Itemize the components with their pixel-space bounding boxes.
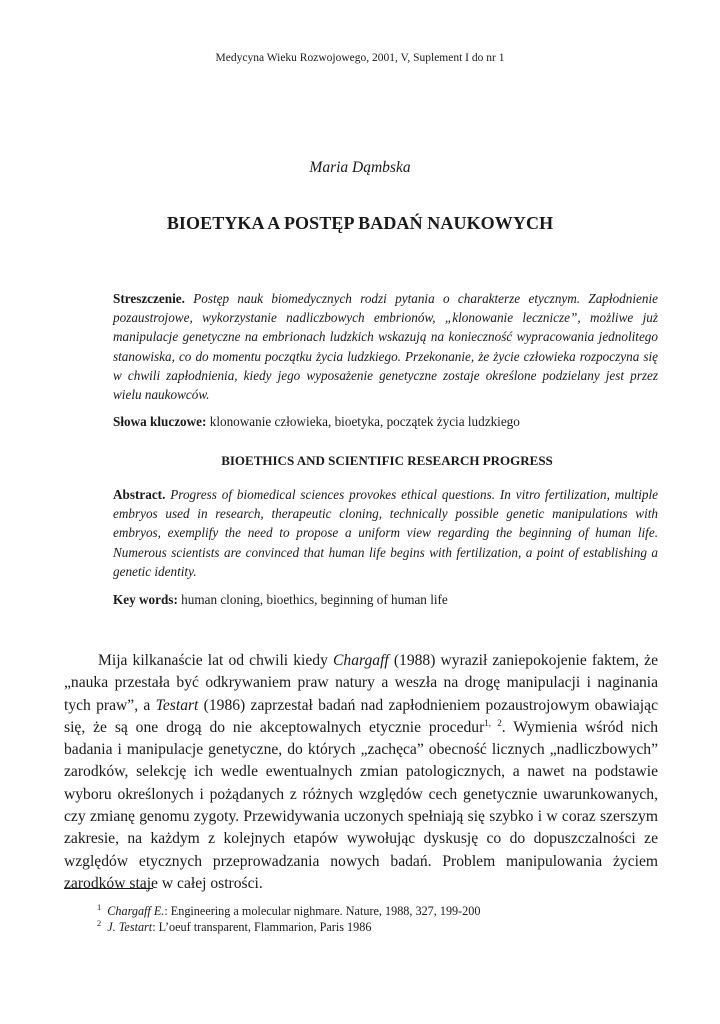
body-text-segment: (1986) zaprzestał badań nad zapłodnieniem pozaustrojowym obawiając się, że są one drogą do nie akceptowalnych etycznie procedur: [64, 696, 658, 736]
footnote-2: [97, 915, 371, 935]
polish-abstract-label: Streszczenie.: [113, 291, 185, 306]
running-head: Medycyna Wieku Rozwojowego, 2001, V, Suplement I do nr 1: [215, 52, 505, 64]
body-paragraph: [64, 650, 658, 895]
polish-keywords-label: Słowa kluczowe:: [113, 414, 207, 429]
footnote-references: 1, 2: [484, 717, 502, 728]
english-abstract-text: Progress of biomedical sciences provokes ethical questions. In vitro fertilization, multiple embryos used in research, therapeutic cloning, technically possible genetic manipulations with embryos, exemplify the need to propose a uniform view regarding the beginning of human life. Numerous scientists are convinced that human life begins with fertilization, a point of establishing a genetic identity.: [113, 487, 658, 579]
body-text-segment: . Wymienia wśród nich badania i manipulacje genetyczne, do których „zachęca” obecność licznych „nadliczbowych” zarodków, selekcję ich wedle ewentualnych zmian patologicznych, a nawet na podstawie wyboru określonych i pożądanych z różnych względów cech genetycznie uwarunkowanych, czy zmianę genomu zygoty. Przewidywania uczonych spełniają się szybko i w coraz szerszym zakresie, na każdym z kolejnych etapów wywołując dyskusję co do dopuszczalności ze względów etycznych przeprowadzania nowych badań. Problem manipulowania życiem zarodków staje w całej ostrości.: [64, 718, 658, 892]
footnote-number: 1: [97, 902, 102, 912]
english-keywords-text: human cloning, bioethics, beginning of human life: [177, 592, 448, 607]
english-keywords: [113, 590, 658, 609]
cited-author-testart: Testart: [155, 696, 199, 714]
english-keywords-label: Key words:: [113, 592, 178, 607]
author-name: Maria Dąmbska: [309, 159, 411, 176]
polish-abstract-text: Postęp nauk biomedycznych rodzi pytania o charakterze etycznym. Zapłodnienie pozaustrojowe, wykorzystanie nadliczbowych embrionów, „klonowanie lecznicze”, możliwe już manipulacje genetyczne na embrionach ludzkich wskazują na konieczność wypracowania jednolitego stanowiska, co do momentu początku życia ludzkiego. Przekonanie, że życie człowieka rozpoczyna się w chwili zapłodnienia, kiedy jego wyposażenie genetyczne zostaje określone podzielany jest przez wielu naukowców.: [113, 291, 658, 403]
article-title: BIOETYKA A POSTĘP BADAŃ NAUKOWYCH: [166, 213, 554, 233]
cited-author-chargaff: Chargaff: [333, 652, 389, 669]
footnote-author: Chargaff E.: [107, 904, 165, 919]
polish-keywords-text: klonowanie człowieka, bioetyka, początek życia ludzkiego: [206, 414, 520, 429]
english-abstract: [113, 485, 658, 581]
english-abstract-label: Abstract.: [113, 487, 166, 502]
body-text-segment: Mija kilkanaście lat od chwili kiedy: [98, 652, 333, 669]
footnote-author: J. Testart: [107, 920, 153, 935]
polish-keywords: [113, 412, 658, 431]
footnote-number: 2: [97, 918, 102, 928]
polish-abstract: [113, 289, 658, 404]
footnote-text: : L’oeuf transparent, Flammarion, Paris 1986: [152, 920, 372, 935]
body-text-segment: (1988) wyraził zaniepokojenie faktem, że „nauka przestała być odkrywaniem praw natury a weszła na drogę manipulacji i naginania tych praw”, a: [64, 652, 658, 714]
footnote-text: : Engineering a molecular nighmare. Nature, 1988, 327, 199-200: [164, 904, 481, 919]
footnote-divider: [64, 888, 153, 889]
english-title: BIOETHICS AND SCIENTIFIC RESEARCH PROGRESS: [221, 453, 553, 468]
